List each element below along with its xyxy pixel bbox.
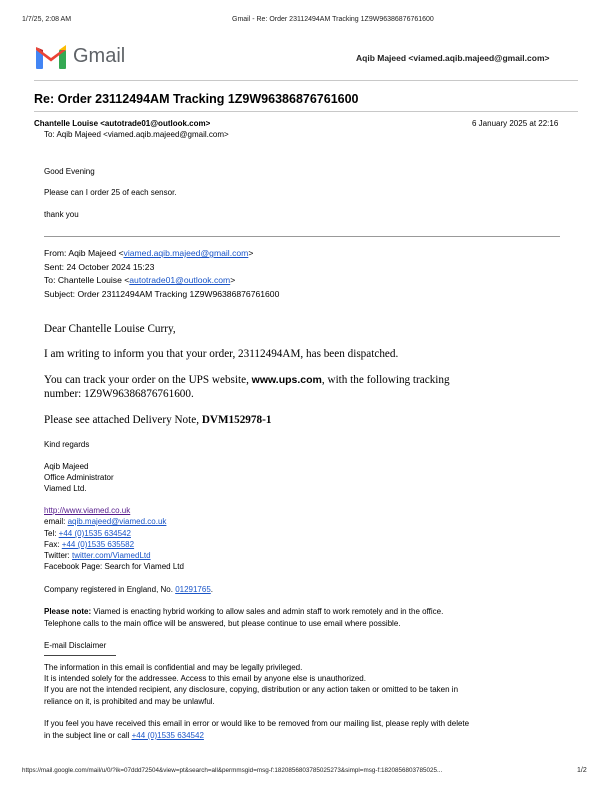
body-attached: Please see attached Delivery Note, DVM152978-1	[44, 414, 272, 426]
sig-facebook: Facebook Page: Search for Viamed Ltd	[44, 562, 184, 571]
print-datetime: 1/7/25, 2:08 AM	[22, 16, 72, 23]
sig-role: Office Administrator	[44, 473, 114, 482]
sig-twitter-link[interactable]: twitter.com/ViamedLtd	[72, 551, 151, 560]
sender-line: Chantelle Louise <autotrade01@outlook.com>	[34, 119, 211, 128]
body-track-line-1: You can track your order on the UPS website, www.ups.com, with the following tracking	[44, 374, 450, 386]
notice-line-2: Telephone calls to the main office will be answered, but please continue to use email where possible.	[44, 619, 401, 628]
body-dispatched: I am writing to inform you that your order, 23112494AM, has been dispatched.	[44, 348, 399, 360]
sig-tel-link[interactable]: +44 (0)1535 634542	[58, 529, 131, 538]
quoted-to: To: Chantelle Louise <autotrade01@outlook.com>	[44, 275, 236, 285]
reply-greeting: Good Evening	[44, 167, 95, 176]
sig-fax: Fax: +44 (0)1535 635582	[44, 540, 135, 549]
disclaimer-line-3: If you are not the intended recipient, any disclosure, copying, distribution or any action taken or omitted to be taken in	[44, 685, 459, 694]
account-label: Aqib Majeed <viamed.aqib.majeed@gmail.com>	[356, 53, 550, 63]
disclaimer-line-2: It is intended solely for the addressee. Access to this email by anyone else is unauthorized.	[44, 674, 366, 683]
sig-registered: Company registered in England, No. 01291765.	[44, 585, 214, 594]
ups-website: www.ups.com	[251, 374, 322, 386]
recipient-line: To: Aqib Majeed <viamed.aqib.majeed@gmail.com>	[44, 130, 229, 139]
sig-regards: Kind regards	[44, 440, 90, 449]
disclaimer-divider	[44, 655, 116, 656]
divider	[34, 111, 578, 112]
body-salutation: Dear Chantelle Louise Curry,	[44, 323, 176, 335]
disclaimer-line-5: If you feel you have received this email in error or would like to be removed from our mailing list, please reply with delete	[44, 719, 470, 728]
print-title: Gmail - Re: Order 23112494AM Tracking 1Z9W96386876761600	[232, 16, 434, 23]
disclaimer-phone-link[interactable]: +44 (0)1535 634542	[131, 731, 204, 740]
quoted-to-email[interactable]: autotrade01@outlook.com	[129, 275, 231, 285]
disclaimer-title: E-mail Disclaimer	[44, 641, 107, 650]
email-date: 6 January 2025 at 22:16	[472, 119, 559, 128]
quoted-from: From: Aqib Majeed <viamed.aqib.majeed@gmail.com>	[44, 248, 254, 258]
divider	[34, 80, 578, 81]
disclaimer-line-1: The information in this email is confidential and may be legally privileged.	[44, 663, 303, 672]
registered-number-link[interactable]: 01291765	[175, 585, 211, 594]
sig-website-link[interactable]: http://www.viamed.co.uk	[44, 506, 131, 515]
email-subject: Re: Order 23112494AM Tracking 1Z9W96386876761600	[34, 92, 359, 106]
print-page-number: 1/2	[577, 767, 587, 774]
quoted-from-email[interactable]: viamed.aqib.majeed@gmail.com	[123, 248, 249, 258]
sig-company: Viamed Ltd.	[44, 484, 87, 493]
quoted-sent: Sent: 24 October 2024 15:23	[44, 262, 155, 272]
sig-name: Aqib Majeed	[44, 462, 89, 471]
sig-email: email: aqib.majeed@viamed.co.uk	[44, 517, 167, 526]
gmail-wordmark: Gmail	[73, 45, 126, 67]
quote-divider	[44, 236, 560, 237]
notice-line-1: Please note: Viamed is enacting hybrid working to allow sales and admin staff to work remotely and in the office.	[44, 607, 444, 616]
quoted-subject: Subject: Order 23112494AM Tracking 1Z9W96386876761600	[44, 289, 280, 299]
delivery-note-number: DVM152978-1	[201, 414, 272, 426]
gmail-logo-icon[interactable]	[35, 45, 67, 69]
disclaimer-line-6: in the subject line or call +44 (0)1535 634542	[44, 731, 204, 740]
sig-fax-link[interactable]: +44 (0)1535 635582	[61, 540, 135, 549]
sig-email-link[interactable]: aqib.majeed@viamed.co.uk	[67, 517, 167, 526]
reply-request: Please can I order 25 of each sensor.	[44, 188, 177, 197]
sig-twitter: Twitter: twitter.com/ViamedLtd	[44, 551, 151, 560]
disclaimer-line-4: reliance on it, is prohibited and may be unlawful.	[44, 697, 215, 706]
reply-thanks: thank you	[44, 210, 79, 219]
body-track-line-2: number: 1Z9W96386876761600.	[44, 388, 194, 400]
print-url: https://mail.google.com/mail/u/0/?ik=07ddd72504&view=pt&search=all&permmsgid=msg-f:1820856803785025273&simpl=msg-f:1820856803785025...	[22, 767, 443, 774]
sig-tel: Tel: +44 (0)1535 634542	[44, 529, 131, 538]
